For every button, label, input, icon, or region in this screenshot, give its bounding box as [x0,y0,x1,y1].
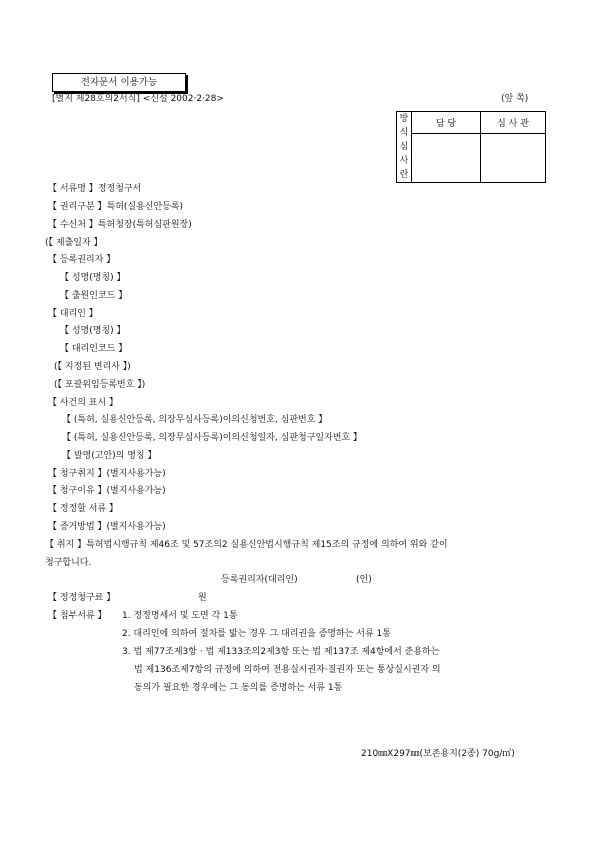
attachment-item: 1. 정정명세서 및 도면 각 1통 [122,611,238,621]
case-date-field: 【 (특허, 실용신안등록, 의장무심사등록)이의신청일자, 심판청구일자번호 】 [62,433,363,443]
submit-date-field: (【 제출일자 】 [45,238,103,248]
signature-label: 등록권리자(대리인) [221,575,298,585]
review-side-label: 방 식 심 사 란 [397,112,412,183]
invention-title-field: 【 발명(고안)의 명칭 】 [62,451,157,461]
fee-label: 【 정정청구료 】 [48,593,116,603]
review-col-officer: 담 당 [412,112,481,134]
page-side-label: (앞 쪽) [501,94,529,104]
agent-name-field: 【 성명(명칭) 】 [60,326,126,336]
correction-doc-field: 【 정정할 서류 】 [48,504,119,514]
form-reference: [별지 제28호의2서식] <신설 2002·2·28> [52,94,224,104]
evidence-field: 【 증거방법 】(별지사용가능) [48,522,166,532]
fee-unit: 원 [198,593,207,603]
agent-code-field: 【 대리인코드 】 [60,344,128,354]
electronic-document-banner: 전자문서 이용가능 [52,73,186,92]
reason-field: 【 청구이유 】(별지사용가능) [48,486,166,496]
review-box [396,111,546,183]
review-officer-cell [412,133,481,182]
case-number-field: 【 (특허, 실용신안등록, 의장무심사등록)이의신청번호, 심판번호 】 [62,415,328,425]
attachment-item-continuation: 동의가 필요한 경우에는 그 동의를 증명하는 서류 1통 [134,683,343,693]
doc-name-field: 【 서류명 】정정청구서 [48,184,142,194]
designated-attorney-field: (【 지정된 변리사 】) [54,362,131,372]
review-examiner-cell [481,133,546,182]
review-col-examiner: 심 사 관 [481,112,546,134]
case-display-heading: 【 사건의 표시 】 [48,398,119,408]
attachment-item: 2. 대리인에 의하여 절차를 밟는 경우 그 대리권을 증명하는 서류 1통 [122,629,391,639]
purpose-field: 【 청구취지 】(별지사용가능) [48,469,166,479]
paper-spec-footer: 210㎜X297㎜(보존용지(2종) 70g/㎡) [361,749,515,759]
power-of-attorney-field: (【 포괄위임등록번호 】) [54,380,146,390]
agent-heading: 【 대리인 】 [48,309,98,319]
intent-line-1: 【 취지 】특허법시행규칙 제46조 및 57조의2 실용신안법시행규칙 제15조의 규정에 의하여 위와 같이 [45,540,448,550]
attachment-item-continuation: 법 제136조제7항의 규정에 의하여 전용실시권자·질권자 또는 통상실시권자 의 [134,665,441,675]
attachments-label: 【 첨부서류 】 [48,611,107,621]
owner-name-field: 【 성명(명칭) 】 [60,273,126,283]
recipient-field: 【 수신처 】특허청장(특허심판원장) [48,220,192,230]
right-type-field: 【 권리구분 】특허(실용신안등록) [48,202,184,212]
signature-seal: (인) [356,575,372,585]
owner-heading: 【 등록권리자 】 [48,255,116,265]
attachment-item: 3. 법 제77조제3항 · 법 제133조의2제3항 또는 법 제137조 제4항에서 준용하는 [122,647,440,657]
owner-code-field: 【 출원인코드 】 [60,291,128,301]
intent-line-2: 청구합니다. [45,558,92,568]
